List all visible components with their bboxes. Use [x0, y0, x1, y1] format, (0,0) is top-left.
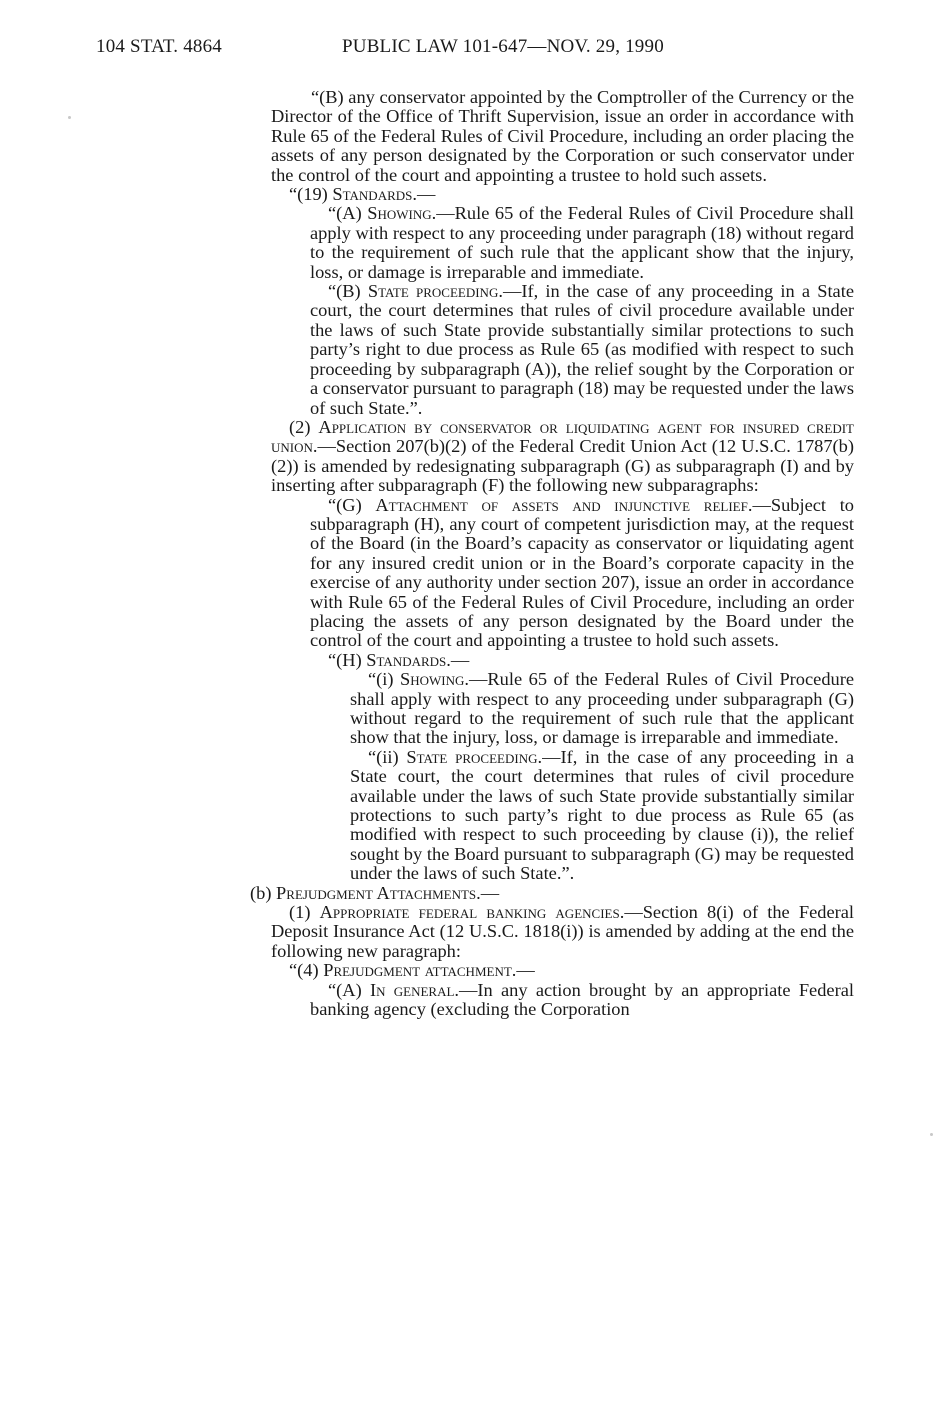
- clause-i-showing: “(i) Showing.—Rule 65 of the Federal Rules of Civil Procedure shall apply with respect to any proceeding under subparagraph (G) without regard to the requirement of such rule that the applicant show that the injury, loss, or damage is irreparable and immediate.: [350, 669, 855, 748]
- paragraph-1-banking-agencies: (1) Appropriate federal banking agencies.—Section 8(i) of the Federal Deposit Insurance Act (12 U.S.C. 1818(i)) is amended by adding at the end the following new paragraph:: [271, 902, 855, 961]
- paragraph-b-conservator: “(B) any conservator appointed by the Comptroller of the Currency or the Director of the Office of Thrift Supervision, issue an order in accordance with Rule 65 of the Federal Rules of Civil Procedure, including an order placing the assets of any person designated by the Corporation or such conservator under the control of the court and appointing a trustee to hold such assets.: [271, 87, 854, 185]
- page-header: [0, 36, 940, 66]
- paragraph-4-prejudgment-attachment: “(4) Prejudgment attachment.—: [289, 960, 535, 981]
- statute-page-reference: 104 STAT. 4864: [96, 36, 223, 57]
- subparagraph-g-attachment: “(G) Attachment of assets and injunctive relief.—Subject to subparagraph (H), any court of competent jurisdiction may, at the request of the Board (in the Board’s capacity as conservator or liquidating agent for any insured credit union or in the Board’s corporate capacity in the exercise of any authority under section 207), issue an order in accordance with Rule 65 of the Federal Rules of Civil Procedure, including an order placing the assets of any person designated by the Board under the control of the court and appointing a trustee to hold such assets.: [310, 494, 854, 651]
- subparagraph-h-standards: “(H) Standards.—: [328, 649, 470, 670]
- subparagraph-a-showing: “(A) Showing.—Rule 65 of the Federal Rules of Civil Procedure shall apply with respect to any proceeding under paragraph (18) without regard to the requirement of such rule that the applicant show that the injury, loss, or damage is irreparable and immediate.: [310, 203, 854, 282]
- public-law-title: PUBLIC LAW 101-647—NOV. 29, 1990: [342, 36, 664, 57]
- scan-speck: [930, 1133, 933, 1136]
- subsection-b-prejudgment: (b) Prejudgment Attachments.—: [250, 882, 500, 903]
- subparagraph-b-state-proceeding: “(B) State proceeding.—If, in the case of any proceeding in a State court, the court determines that rules of civil procedure available under the laws of such State provide substantially similar protections to such party’s right to due process as Rule 65 (as modified with respect to such proceeding by subparagraph (A)), the relief sought by the Corporation or a conservator pursuant to paragraph (18) may be requested under the laws of such State.”.: [310, 281, 854, 418]
- scan-speck: [68, 116, 71, 119]
- statute-body: [0, 88, 940, 1020]
- paragraph-2-application: (2) Application by conservator or liquidating agent for insured credit union.—Section 207(b)(2) of the Federal Credit Union Act (12 U.S.C. 1787(b)(2)) is amended by redesignating subparagraph (G) as subparagraph (I) and by inserting after subparagraph (F) the following new subparagraphs:: [271, 416, 854, 496]
- subparagraph-a-in-general: “(A) In general.—In any action brought by an appropriate Federal banking agency (excluding the Corporation: [310, 979, 854, 1020]
- paragraph-19-standards: “(19) Standards.—: [289, 184, 436, 205]
- clause-ii-state-proceeding: “(ii) State proceeding.—If, in the case of any proceeding in a State court, the court determines that rules of civil procedure available under the laws of such State provide substantially similar protections to such party’s right to due process as Rule 65 (as modified with respect to such proceeding by clause (i)), the relief sought by the Board pursuant to subparagraph (G) may be requested under the laws of such State.”.: [350, 746, 854, 884]
